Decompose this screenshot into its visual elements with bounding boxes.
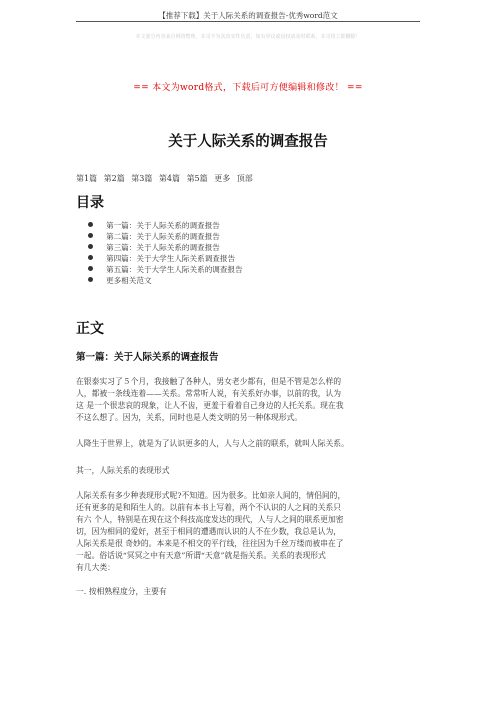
document-title: 关于人际关系的调查报告 xyxy=(168,133,328,150)
header-divider xyxy=(76,21,420,22)
toc-item-label: 第四篇：关于大学生人际关系调查报告 xyxy=(106,254,236,263)
nav-link-part-4[interactable]: 第4篇 xyxy=(158,174,181,183)
paragraph-line: 人降生于世界上，就是为了认识更多的人，人与人之前的联系，就叫人际关系。 xyxy=(76,439,349,448)
toc-item[interactable] xyxy=(88,231,243,242)
toc-item[interactable] xyxy=(88,220,243,231)
toc-item-label: 第二篇：关于人际关系的调查报告 xyxy=(106,232,220,241)
toc-item[interactable] xyxy=(88,253,243,264)
bullet-icon xyxy=(88,233,93,238)
toc-item[interactable] xyxy=(88,242,243,253)
nav-link-more[interactable]: 更多 xyxy=(214,174,231,183)
paragraph xyxy=(76,490,426,574)
paragraph xyxy=(76,376,426,424)
paragraph-line: 有六 个人，特别是在现在这个科技高度发达的现代，人与人之间的联系更加密 xyxy=(76,515,344,524)
nav-link-part-1[interactable]: 第1篇 xyxy=(76,174,98,183)
paragraph-line: 人际关系有多少种表现形式呢?不知道。因为很多。比如亲人间的，情侣间的， xyxy=(76,491,346,500)
toc-item-label: 第三篇：关于人际关系的调查报告 xyxy=(106,243,220,252)
paragraph-line: 还有更多的是和陌生人的。以前有本书上写着，两个不认识的人之间的关系只 xyxy=(76,503,342,512)
paragraph xyxy=(76,586,426,598)
toc-heading: 目录 xyxy=(76,195,104,211)
paragraph-line: 切，因为相同的爱好，甚至于相同的遭遇而认识的人不在少数，我总是认为， xyxy=(76,527,342,536)
bullet-icon xyxy=(88,255,93,260)
paragraph-line: 在银泰实习了５个月，我接触了各种人，男女老少都有，但是不管是怎么样的 xyxy=(76,377,342,386)
paragraph-line: 这 是一个很悲哀的现象，让人不齿，更羞于看着自己身边的人托关系。现在我 xyxy=(76,401,344,410)
bullet-icon xyxy=(88,244,93,249)
paragraph-line: 一起。俗话说“冥冥之中有天意”所谓“天意”就是指关系。关系的表现形式 xyxy=(76,551,326,560)
toc-item-label: 第一篇：关于人际关系的调查报告 xyxy=(106,221,220,230)
toc-item-label: 第五篇：关于大学生人际关系的调查报告 xyxy=(106,265,243,274)
section-title: 第一篇：关于人际关系的调查报告 xyxy=(76,352,219,363)
toc-item[interactable] xyxy=(88,275,243,286)
paragraph-line: 人，都被一条线连着——关系。常常听人说，有关系好办事，以前的我，认为 xyxy=(76,389,342,398)
body-heading: 正文 xyxy=(76,321,104,337)
word-format-notice: == 本文为word格式，下载后可方便编辑和修改！ == xyxy=(133,83,363,93)
paragraph-line: 有几大类： xyxy=(76,563,115,572)
toc-item[interactable] xyxy=(88,264,243,275)
nav-link-top[interactable]: 顶部 xyxy=(236,174,253,183)
bullet-icon xyxy=(88,222,93,227)
toc-item-label: 更多相关范文 xyxy=(106,276,152,285)
table-of-contents xyxy=(88,220,243,286)
section-nav xyxy=(76,173,257,184)
page-header-title: 【推荐下载】关于人际关系的调查报告-优秀word范文 xyxy=(158,11,338,20)
paragraph-line: 一. 按相熟程度分，主要有 xyxy=(76,587,167,596)
nav-link-part-2[interactable]: 第2篇 xyxy=(103,174,125,183)
bullet-icon xyxy=(88,277,93,282)
copyright-disclaimer: 本文部分内容来自网络整理，本司不为其真实性负责，如有异议或侵权请及时联系，本司将立即删除！ xyxy=(135,34,361,40)
paragraph-line: 其一，人际关系的表现形式 xyxy=(76,466,170,475)
nav-link-part-5[interactable]: 第5篇 xyxy=(186,174,208,183)
paragraph xyxy=(76,438,426,450)
paragraph xyxy=(76,465,426,477)
paragraph-line: 人际关系是很 奇妙的。本来是不相交的平行线，往往因为千丝万缕而被串在了 xyxy=(76,539,344,548)
nav-link-part-3[interactable]: 第3篇 xyxy=(131,174,153,183)
bullet-icon xyxy=(88,266,93,271)
paragraph-line: 不这么想了。因为，关系，同时也是人类文明的另一种体现形式。 xyxy=(76,413,303,422)
